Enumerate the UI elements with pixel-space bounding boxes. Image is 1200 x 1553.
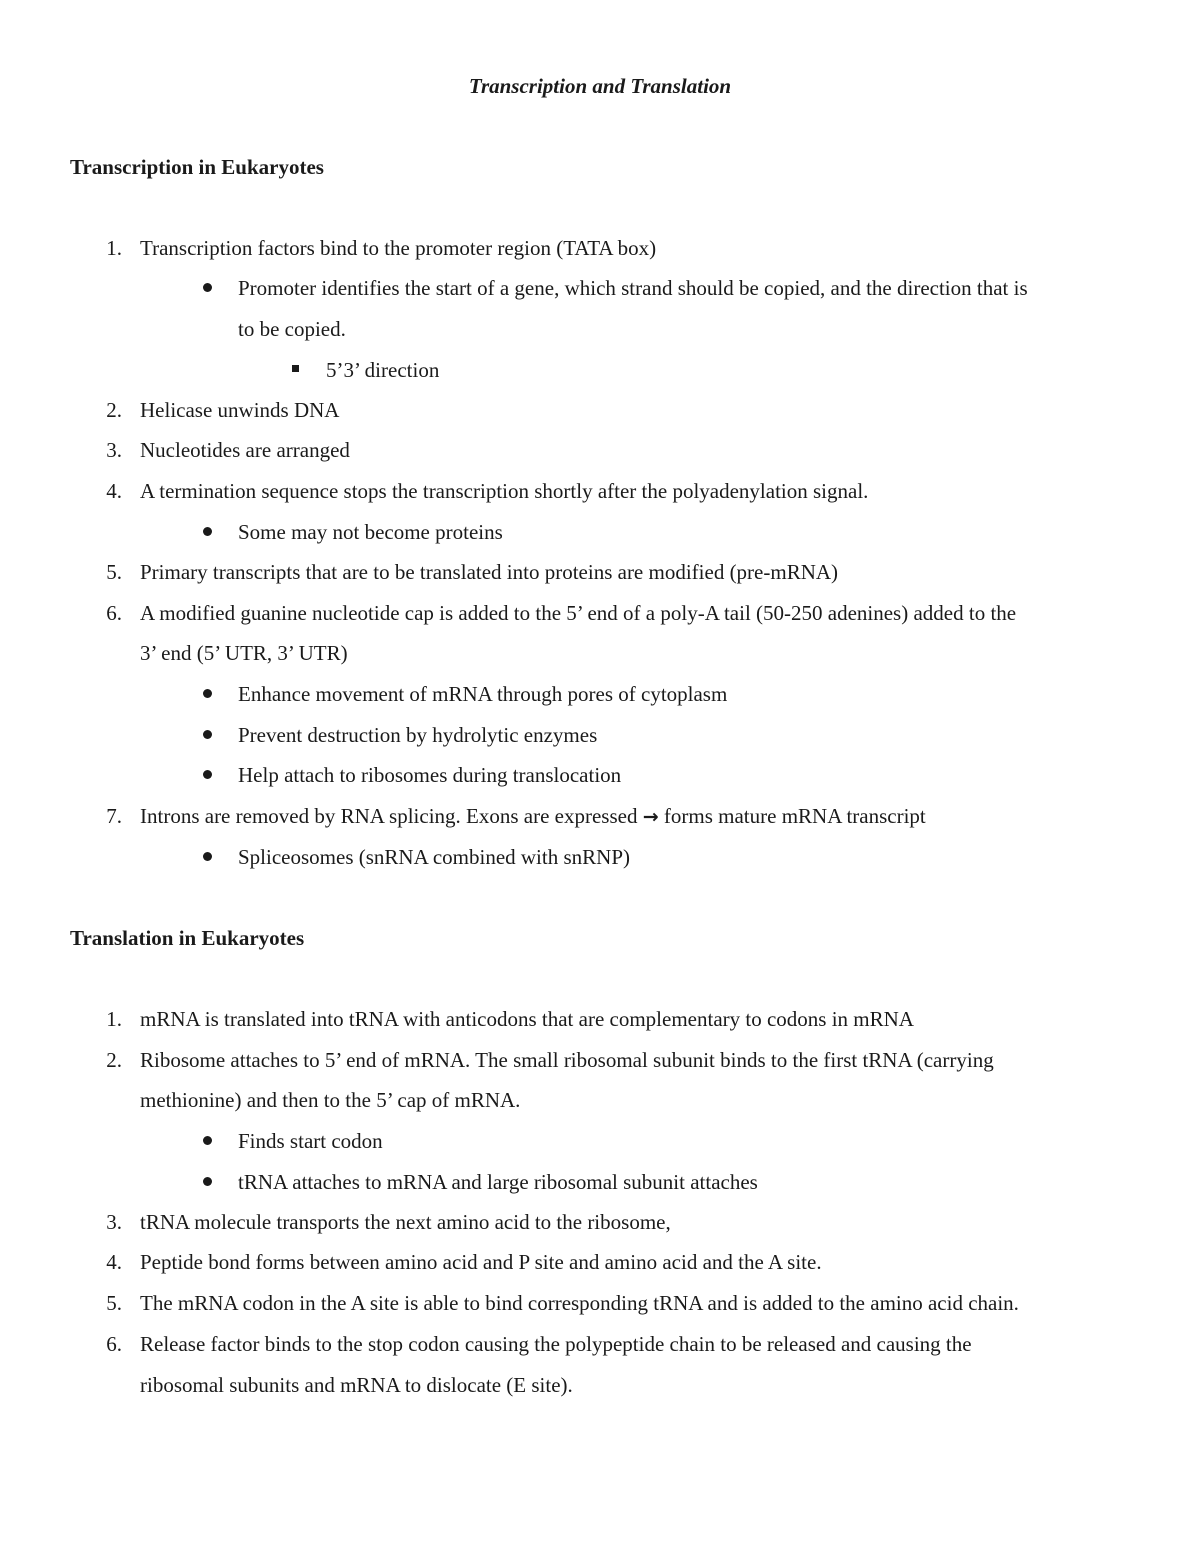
bullet-icon (203, 730, 212, 739)
list-item-text: A termination sequence stops the transcription shortly after the polyadenylation signal. (140, 479, 869, 503)
list-number: 5. (106, 1291, 122, 1315)
list-item-text: tRNA molecule transports the next amino acid to the ribosome, (140, 1210, 671, 1234)
list-item-text-a: Introns are removed by RNA splicing. Exons are expressed (140, 804, 638, 828)
list-item-text: Peptide bond forms between amino acid and P site and amino acid and the A site. (140, 1250, 822, 1274)
square-bullet-icon (292, 365, 299, 372)
square-bullet-text: 5’3’ direction (326, 358, 440, 382)
transcription-heading: Transcription in Eukaryotes (70, 155, 324, 179)
list-item-text: Transcription factors bind to the promoter region (TATA box) (140, 236, 657, 260)
sub-bullet-text: Finds start codon (238, 1129, 383, 1153)
list-item-text: Ribosome attaches to 5’ end of mRNA. The small ribosomal subunit binds to the first tRNA (carrying (140, 1048, 994, 1072)
list-item-text: Nucleotides are arranged (140, 438, 350, 462)
list-number: 4. (106, 1250, 122, 1274)
document-title: Transcription and Translation (468, 74, 732, 98)
list-number: 1. (106, 236, 122, 260)
bullet-icon (203, 1136, 212, 1145)
list-item-text-cont: 3’ end (5’ UTR, 3’ UTR) (140, 641, 348, 665)
sub-bullet-text: Prevent destruction by hydrolytic enzymes (238, 723, 598, 747)
list-number: 6. (106, 601, 122, 625)
sub-bullet-text: tRNA attaches to mRNA and large ribosomal subunit attaches (238, 1170, 758, 1194)
list-number: 3. (106, 438, 122, 462)
list-item-text: Primary transcripts that are to be translated into proteins are modified (pre-mRNA) (140, 560, 839, 584)
list-item-text: The mRNA codon in the A site is able to bind corresponding tRNA and is added to the amino acid chain. (140, 1291, 1019, 1315)
list-number: 2. (106, 1048, 122, 1072)
list-number: 2. (106, 398, 122, 422)
list-item-text-cont: ribosomal subunits and mRNA to dislocate (E site). (140, 1373, 573, 1397)
list-number: 5. (106, 560, 122, 584)
list-item-text-b: forms mature mRNA transcript (663, 804, 926, 828)
list-item-text: A modified guanine nucleotide cap is added to the 5’ end of a poly-A tail (50-250 adenines) added to the (140, 601, 1017, 625)
list-number: 7. (106, 804, 122, 828)
sub-bullet-text-cont: to be copied. (238, 317, 346, 341)
right-arrow-icon: → (642, 806, 659, 828)
bullet-icon (203, 852, 212, 861)
bullet-icon (203, 689, 212, 698)
list-item-text: Helicase unwinds DNA (140, 398, 340, 422)
list-number: 4. (106, 479, 122, 503)
sub-bullet-text: Enhance movement of mRNA through pores of cytoplasm (238, 682, 728, 706)
sub-bullet-text: Promoter identifies the start of a gene, which strand should be copied, and the direction that is (238, 276, 1028, 300)
bullet-icon (203, 1177, 212, 1186)
sub-bullet-text: Spliceosomes (snRNA combined with snRNP) (238, 845, 630, 869)
list-item-text: mRNA is translated into tRNA with anticodons that are complementary to codons in mRNA (140, 1007, 914, 1031)
list-item-text: Release factor binds to the stop codon causing the polypeptide chain to be released and causing the (140, 1332, 972, 1356)
bullet-icon (203, 283, 212, 292)
bullet-icon (203, 527, 212, 536)
sub-bullet-text: Some may not become proteins (238, 520, 503, 544)
sub-bullet-text: Help attach to ribosomes during translocation (238, 763, 622, 787)
list-item-text-cont: methionine) and then to the 5’ cap of mRNA. (140, 1088, 521, 1112)
list-item-text (140, 802, 926, 831)
bullet-icon (203, 770, 212, 779)
list-number: 1. (106, 1007, 122, 1031)
translation-heading: Translation in Eukaryotes (70, 926, 305, 950)
list-number: 6. (106, 1332, 122, 1356)
list-number: 3. (106, 1210, 122, 1234)
